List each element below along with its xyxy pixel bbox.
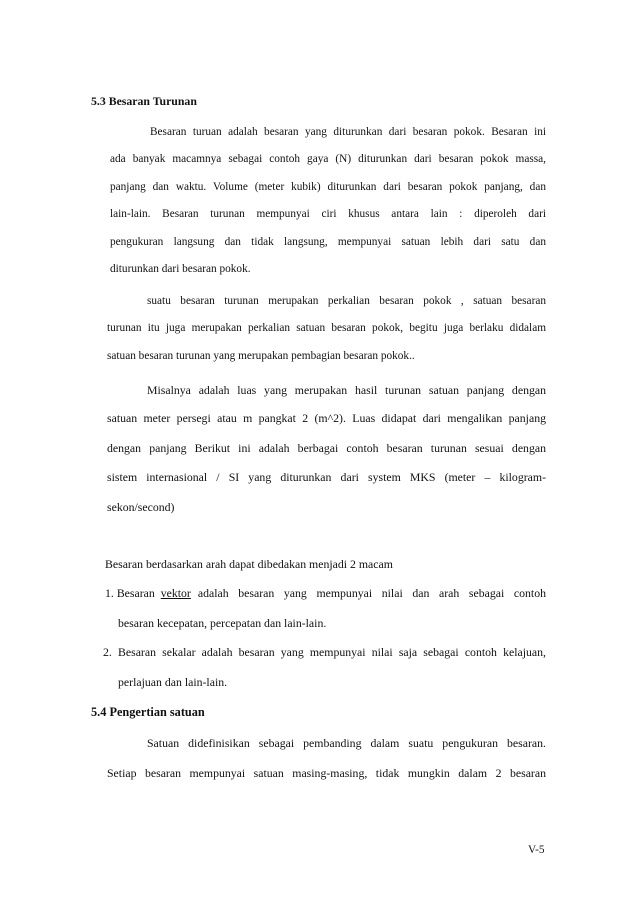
paragraph-line: Misalnya adalah luas yang merupakan hasil turunan satuan panjang dengan <box>147 383 546 397</box>
paragraph-line: sistem internasional / SI yang diturunkan dari system MKS (meter – kilogram- <box>107 470 546 484</box>
paragraph-line: turunan itu juga merupakan perkalian satuan besaran pokok, begitu juga berlaku didalam <box>107 322 546 334</box>
page-number: V-5 <box>528 844 545 856</box>
section-heading-5-3: 5.3 Besaran Turunan <box>91 94 197 108</box>
list-item-text: adalah besaran yang mempunyai nilai dan arah sebagai contoh <box>197 586 546 600</box>
paragraph-line: satuan meter persegi atau m pangkat 2 (m^2). Luas didapat dari mengalikan panjang <box>107 411 546 425</box>
paragraph-line: diturunkan dari besaran pokok. <box>110 263 251 275</box>
paragraph-line: lain-lain. Besaran turunan mempunyai ciri khusus antara lain : diperoleh dari <box>110 208 546 220</box>
list-item-prefix: Besaran <box>116 586 155 600</box>
term-vektor: vektor <box>160 586 191 600</box>
list-intro: Besaran berdasarkan arah dapat dibedakan menjadi 2 macam <box>105 557 393 571</box>
paragraph-line: Besaran turuan adalah besaran yang diturunkan dari besaran pokok. Besaran ini <box>150 126 546 138</box>
list-item-2-continuation: perlajuan dan lain-lain. <box>118 675 228 689</box>
list-item-number: 1. <box>105 586 114 600</box>
paragraph-line: Setiap besaran mempunyai satuan masing-masing, tidak mungkin dalam 2 besaran <box>107 766 546 780</box>
list-item-1-continuation: besaran kecepatan, percepatan dan lain-lain. <box>118 616 327 630</box>
paragraph-line: satuan besaran turunan yang merupakan pembagian besaran pokok.. <box>107 350 415 362</box>
list-item-2: 2. Besaran sekalar adalah besaran yang mempunyai nilai saja sebagai contoh kelajuan, <box>103 645 546 659</box>
section-heading-5-4: 5.4 Pengertian satuan <box>91 705 205 719</box>
list-item-1 <box>105 586 546 600</box>
paragraph-line: pengukuran langsung dan tidak langsung, mempunyai satuan lebih dari satu dan <box>110 236 546 248</box>
paragraph-line: sekon/second) <box>107 500 175 514</box>
paragraph-line: suatu besaran turunan merupakan perkalian besaran pokok , satuan besaran <box>147 295 546 307</box>
paragraph-line: ada banyak macamnya sebagai contoh gaya (N) diturunkan dari besaran pokok massa, <box>110 153 546 165</box>
paragraph-line: Satuan didefinisikan sebagai pembanding dalam suatu pengukuran besaran. <box>147 736 546 750</box>
paragraph-line: dengan panjang Berikut ini adalah berbagai contoh besaran turunan sesuai dengan <box>107 441 546 455</box>
paragraph-line: panjang dan waktu. Volume (meter kubik) diturunkan dari besaran pokok panjang, dan <box>110 181 546 193</box>
